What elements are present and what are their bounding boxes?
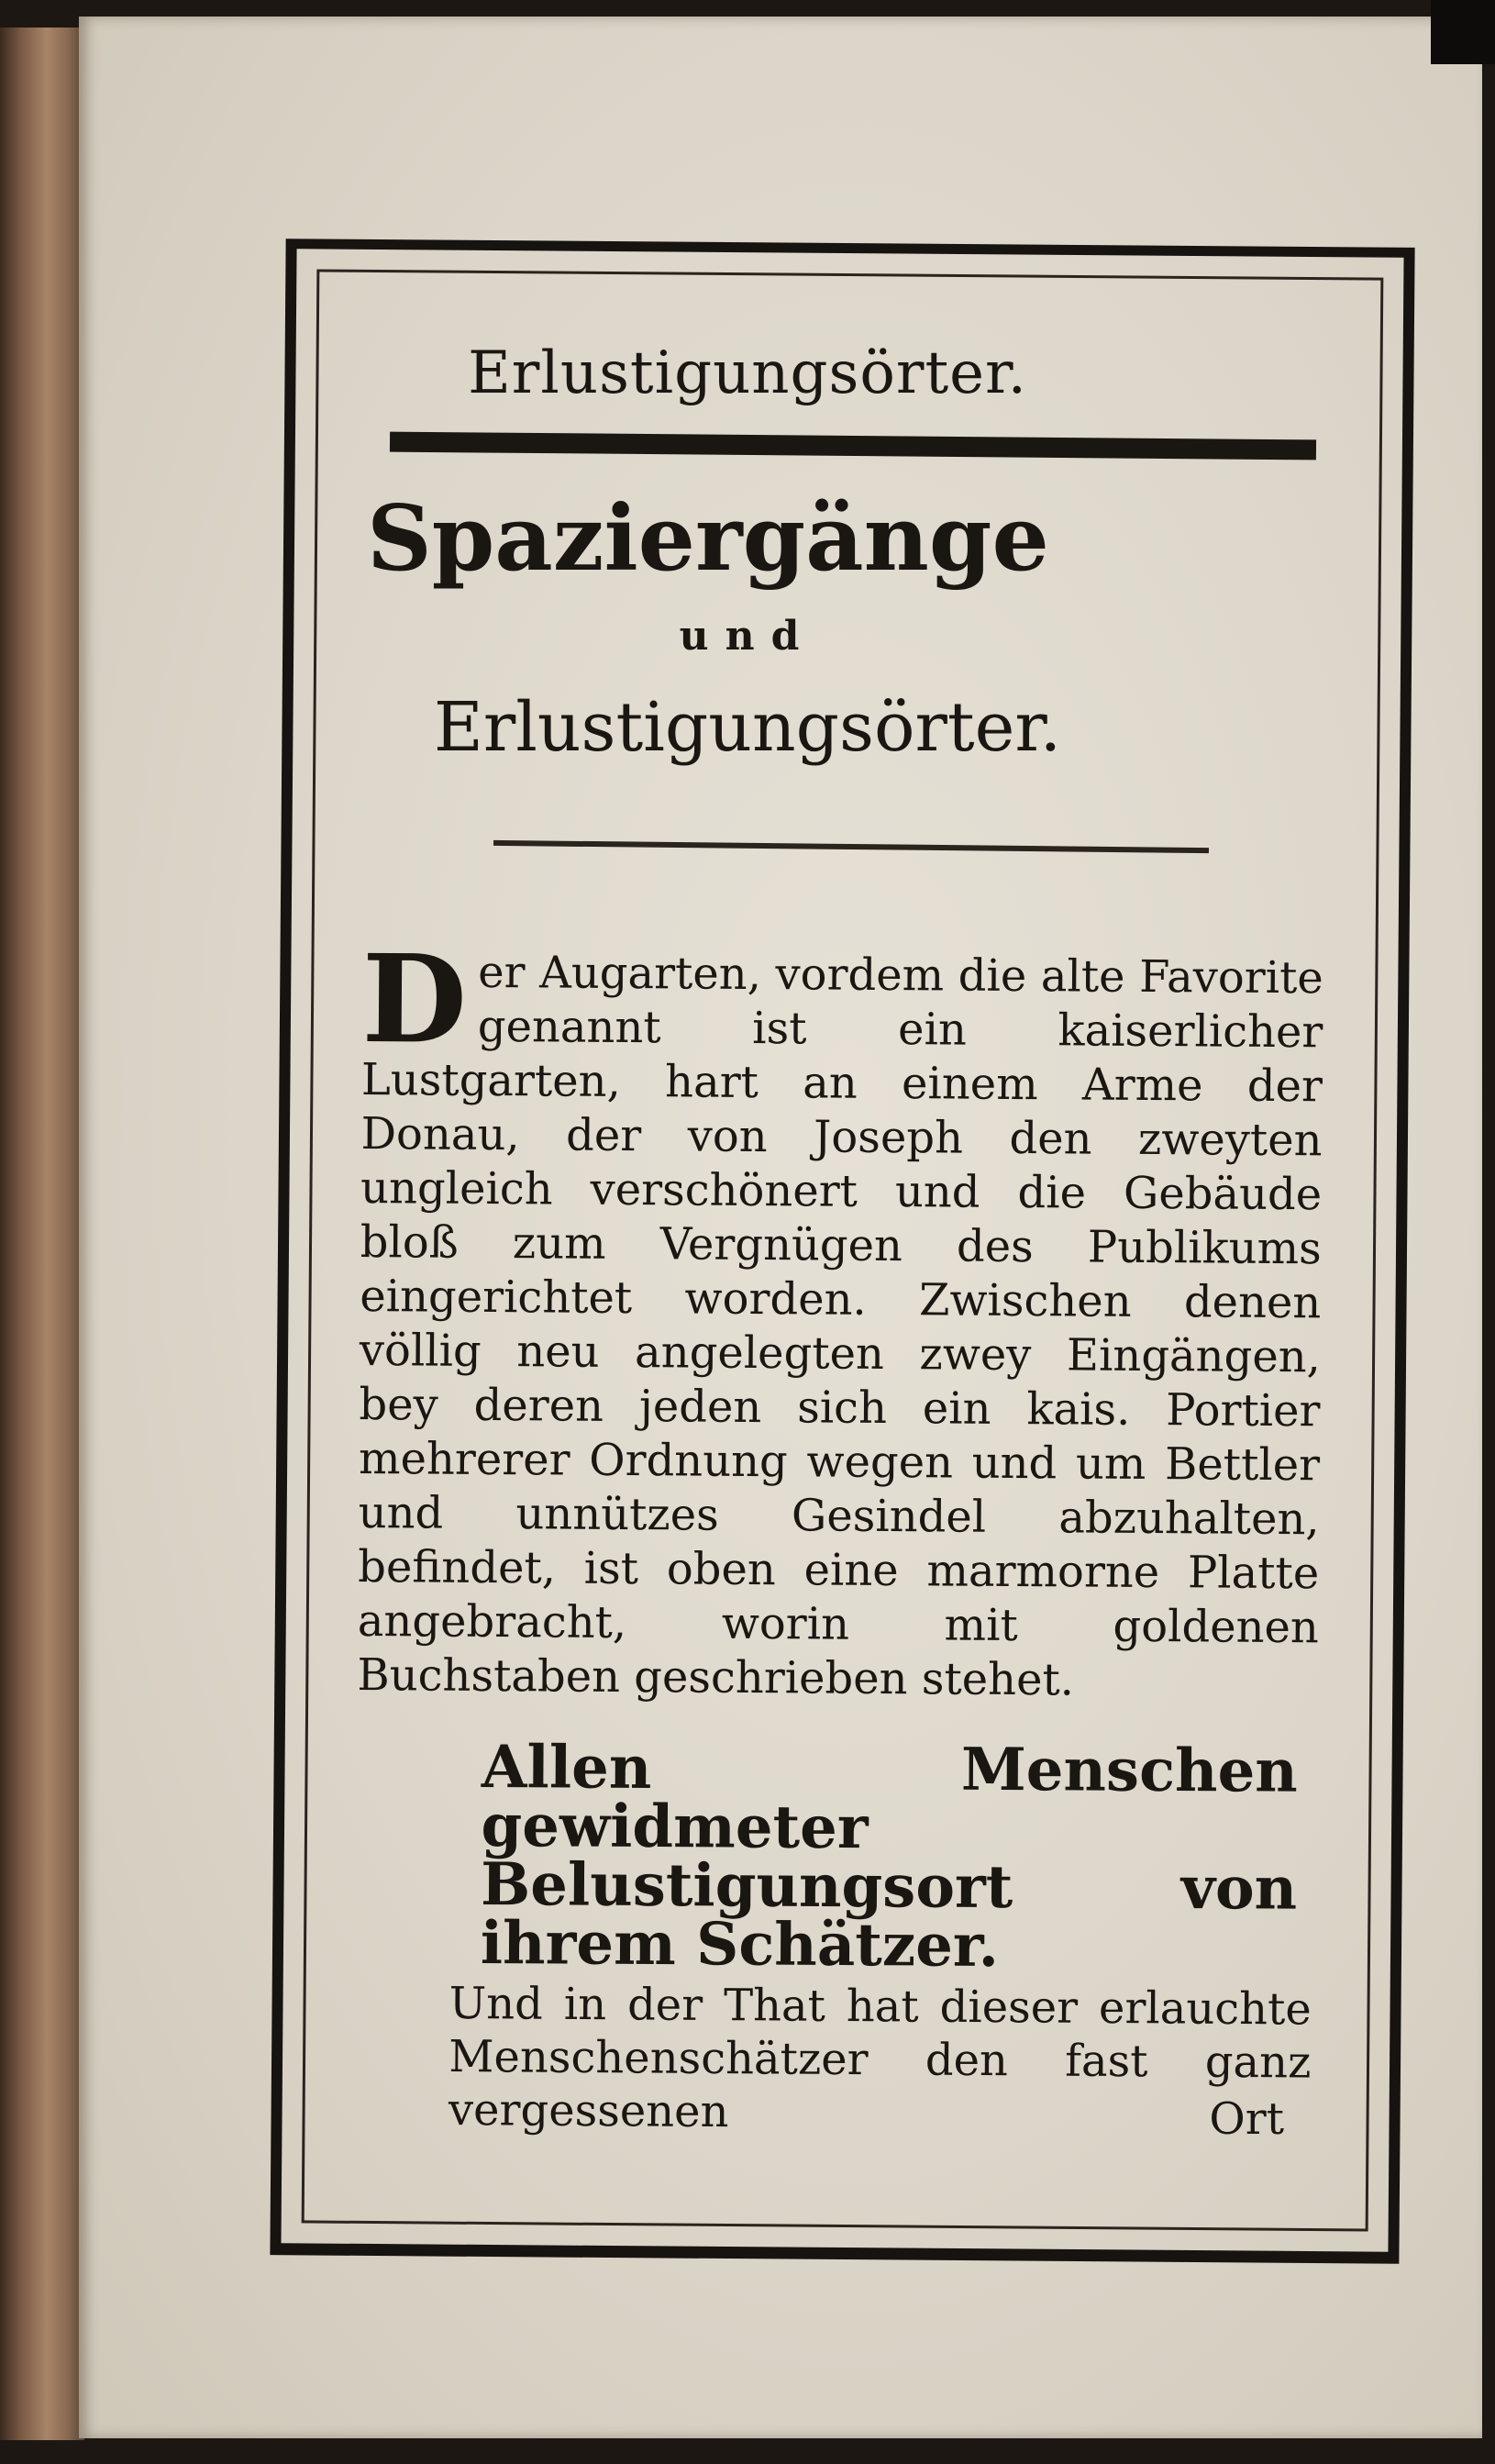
scan-background-corner (1431, 0, 1495, 64)
inscription-quote: Allen Menschen gewidmeter Belustigungsort von ihrem Schätzer. (480, 1733, 1299, 1981)
chapter-subtitle: Erlustigungsörter. (433, 688, 1062, 767)
body-paragraph-2: Und in der That hat dieser erlauchte Menschenschätzer den fast ganz vergessenen (448, 1978, 1312, 2138)
chapter-title: Spaziergänge (367, 486, 1049, 592)
catchword: Ort (1209, 2093, 1284, 2145)
paragraph-text: er Augarten, vordem die alte Favorite genannt ist ein kaiserlicher Lustgarten, hart an einem Arme der Donau, der von Joseph den zweyten ungleich verschönert und die Gebäude bloß zum Vergnügen des Publikums eingerichtet worden. Zwischen denen völlig neu angelegten zwey Eingängen, bey deren jeden sich ein kais. Portier mehrerer Ordnung wegen und um Bettler und unnützes Gesindel abzuhalten, befindet, ist oben eine marmorne Platte angebracht, worin mit goldenen Buchstaben geschrieben stehet. (357, 946, 1323, 1706)
running-head: Erlustigungsörter. (468, 339, 1027, 407)
drop-cap: D (361, 928, 468, 1071)
chapter-subtitle-conjunction: und (679, 613, 816, 660)
body-paragraph (357, 928, 1323, 1709)
